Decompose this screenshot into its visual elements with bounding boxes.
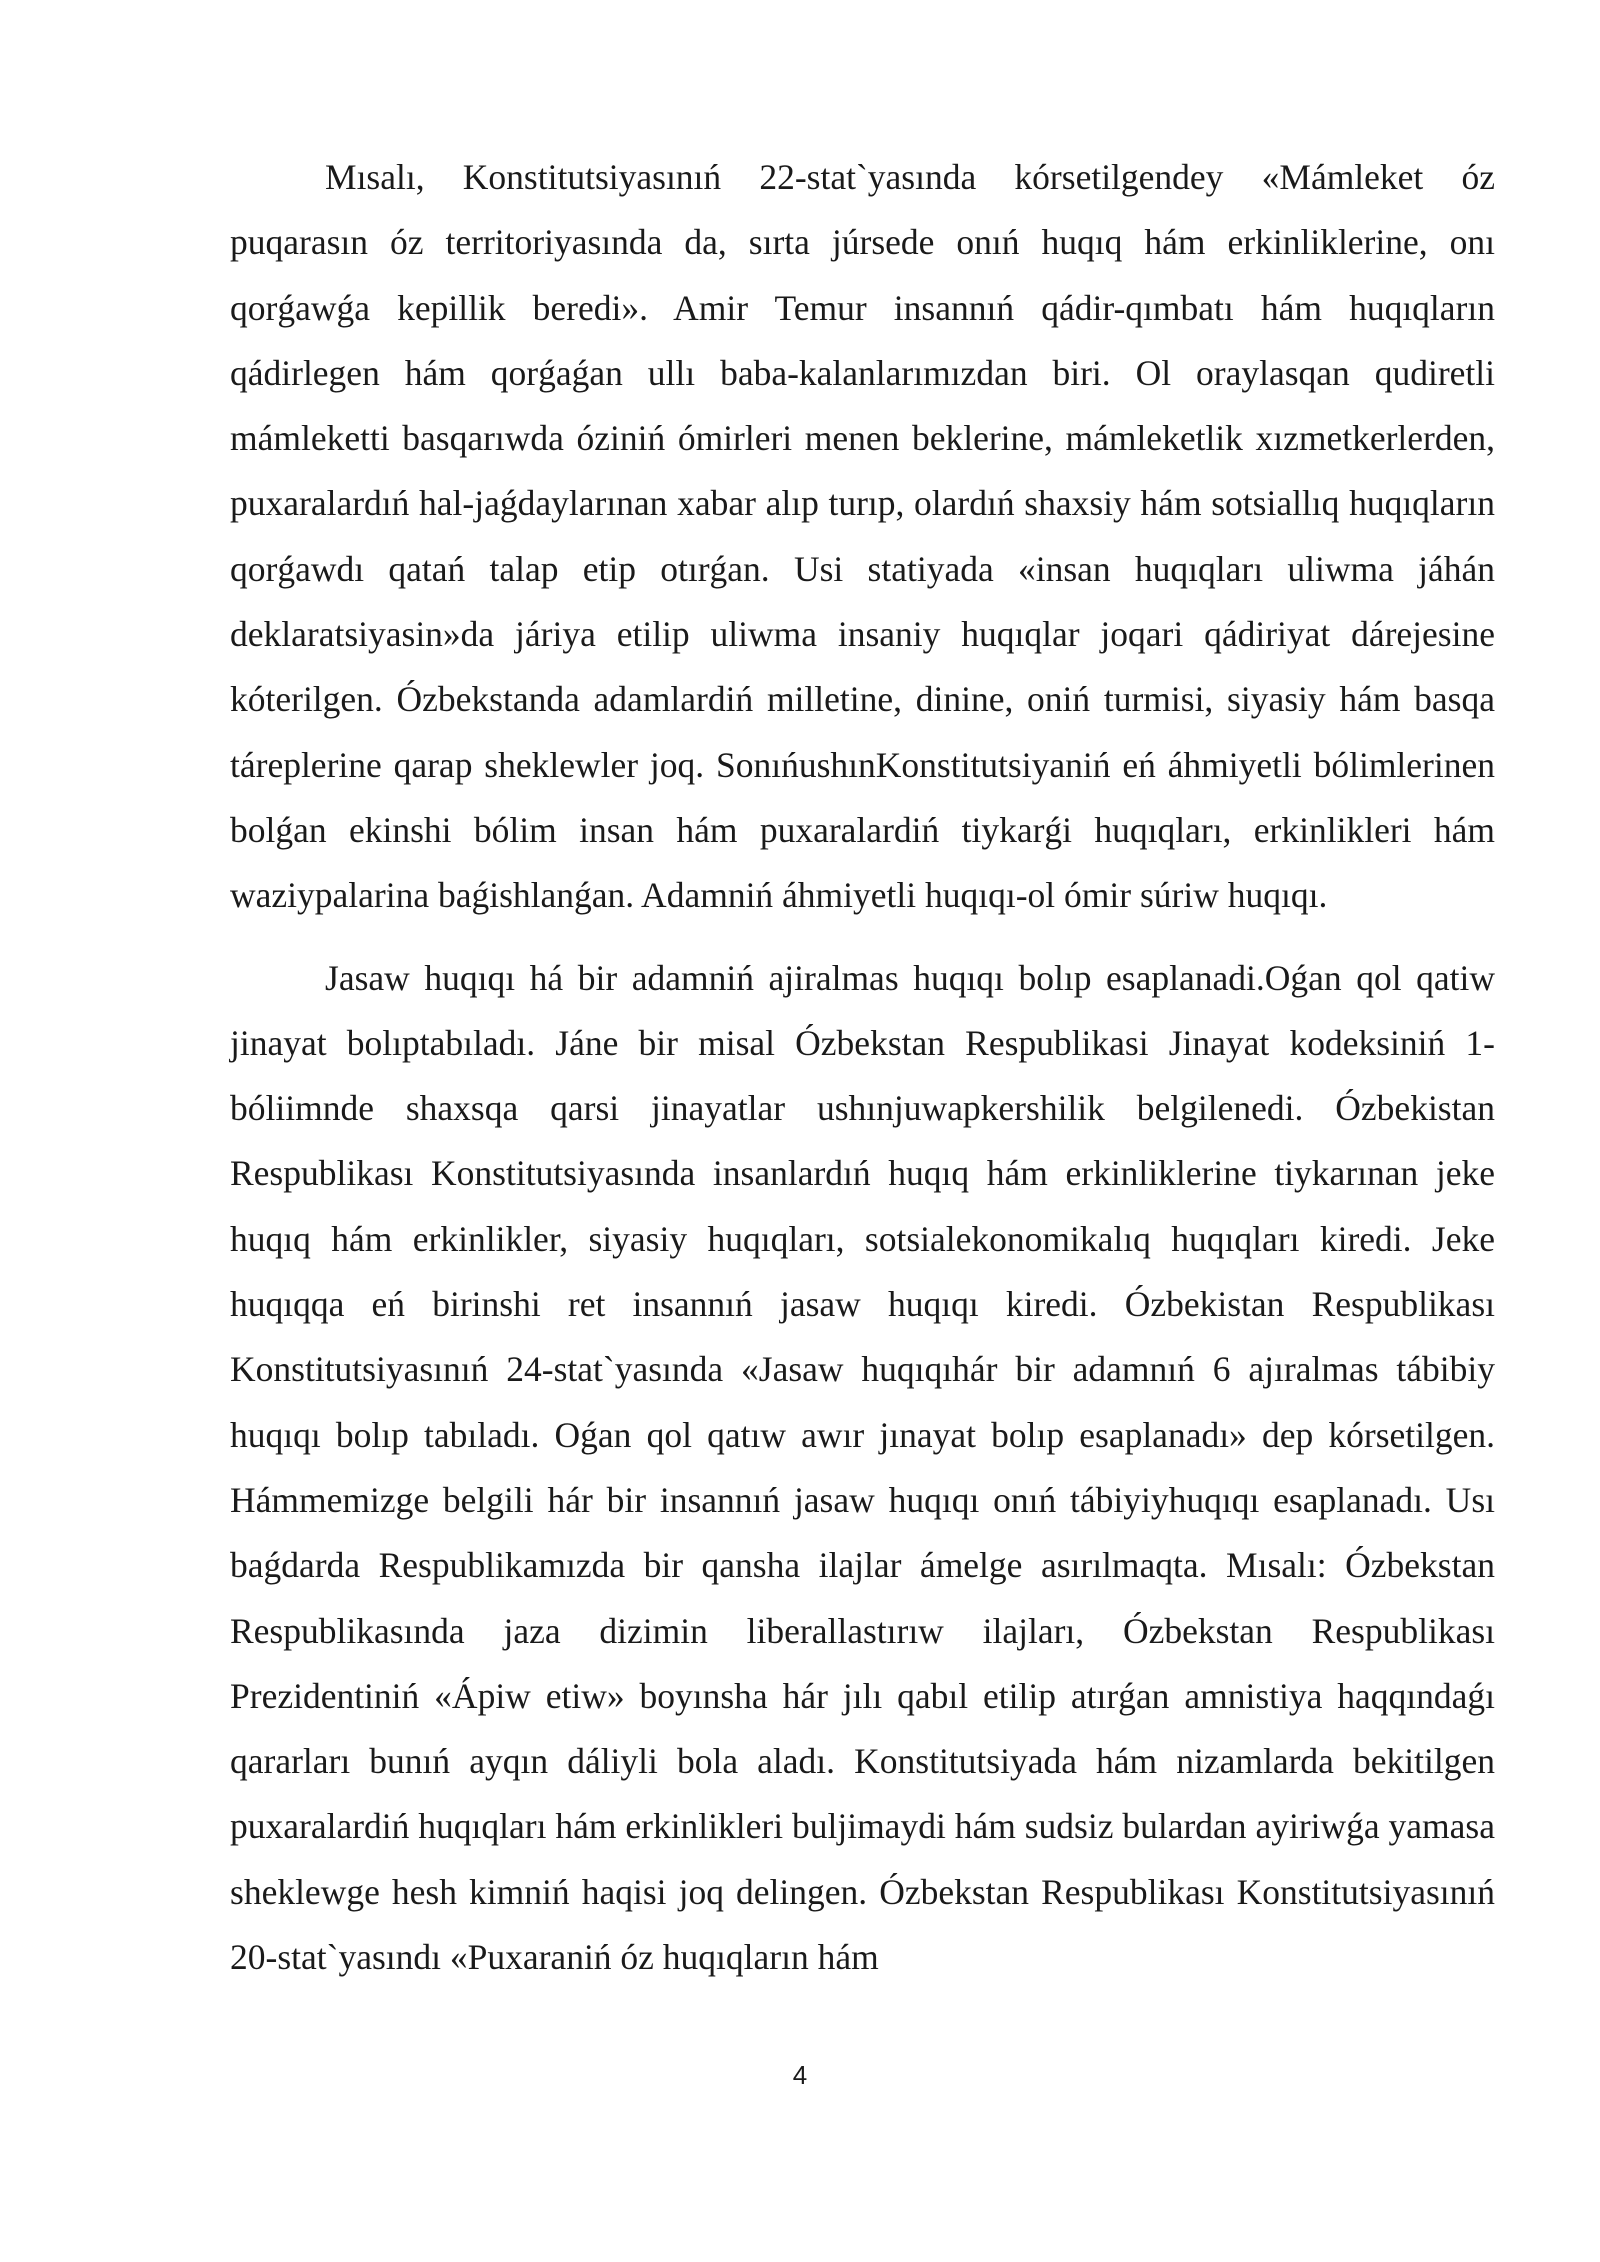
page-number: 4	[792, 2060, 808, 2090]
paragraph-1: Mısalı, Konstitutsiyasınıń 22-stat`yasında kórsetilgendey «Mámleket óz puqarasın óz territoriyasında da, sırta júrsede onıń huqıq hám erkinliklerine, onı qorǵawǵa kepillik beredi». Amir Temur insannıń qádir-qımbatı hám huqıqların qádirlegen hám qorǵaǵan ullı baba-kalanlarımızdan biri. Ol oraylasqan qudiretli mámleketti basqarıwda óziniń ómirleri menen beklerine, mámleketlik xızmetkerlerden, puxaralardıń hal-jaǵdaylarınan xabar alıp turıp, olardıń shaxsiy hám sotsiallıq huqıqların qorǵawdı qatań talap etip otırǵan. Usi statiyada «insan huqıqları uliwma jáhán deklaratsiyasin»da járiya etilip uliwma insaniy huqıqlar joqari qádiriyat dárejesine kóterilgen. Ózbekstanda adamlardiń milletine, dinine, oniń turmisi, siyasiy hám basqa táreplerine qarap sheklewler joq. SonıńushınKonstitutsiyaniń eń áhmiyetli bólimlerinen bolǵan ekinshi bólim insan hám puxaralardiń tiykarǵi huqıqları, erkinlikleri hám waziypalarina baǵishlanǵan. Adamniń áhmiyetli huqıqı-ol ómir súriw huqıqı.	[230, 157, 1495, 916]
paragraph-2: Jasaw huqıqı há bir adamniń ajiralmas huqıqı bolıp esaplanadi.Oǵan qol qatiw jinayat bolıptabıladı. Jáne bir misal Ózbekstan Respublikasi Jinayat kodeksiniń 1-bóliimnde shaxsqa qarsi jinayatlar ushınjuwapkershilik belgilenedi. Ózbekistan Respublikası Konstitutsiyasında insanlardıń huqıq hám erkinliklerine tiykarınan jeke huqıq hám erkinlikler, siyasiy huqıqları, sotsialekonomikalıq huqıqları kiredi. Jeke huqıqqa eń birinshi ret insannıń jasaw huqıqı kiredi. Ózbekistan Respublikası Konstitutsiyasınıń 24-stat`yasında «Jasaw huqıqıhár bir adamnıń 6 ajıralmas tábibiy huqıqı bolıp tabıladı. Oǵan qol qatıw awır jınayat bolıp esaplanadı» dep kórsetilgen. Hámmemizge belgili hár bir insannıń jasaw huqıqı onıń tábiyiyhuqıqı esaplanadı. Usı baǵdarda Respublikamızda bir qansha ilajlar ámelge asırılmaqta. Mısalı: Ózbekstan Respublikasında jaza dizimin liberallastırıw ilajları, Ózbekstan Respublikası Prezidentiniń «Ápiw etiw» boyınsha hár jılı qabıl etilip atırǵan amnistiya haqqındaǵı qararları bunıń ayqın dáliyli bola aladı. Konstitutsiyada hám nizamlarda bekitilgen puxaralardiń huqıqları hám erkinlikleri buljimaydi hám sudsiz bulardan ayiriwǵa yamasa sheklewge hesh kimniń haqisi joq delingen. Ózbekstan Respublikası Konstitutsiyasınıń 20-stat`yasındı «Puxaraniń óz huqıqların hám	[230, 957, 1495, 1978]
body-text	[230, 145, 1495, 1990]
